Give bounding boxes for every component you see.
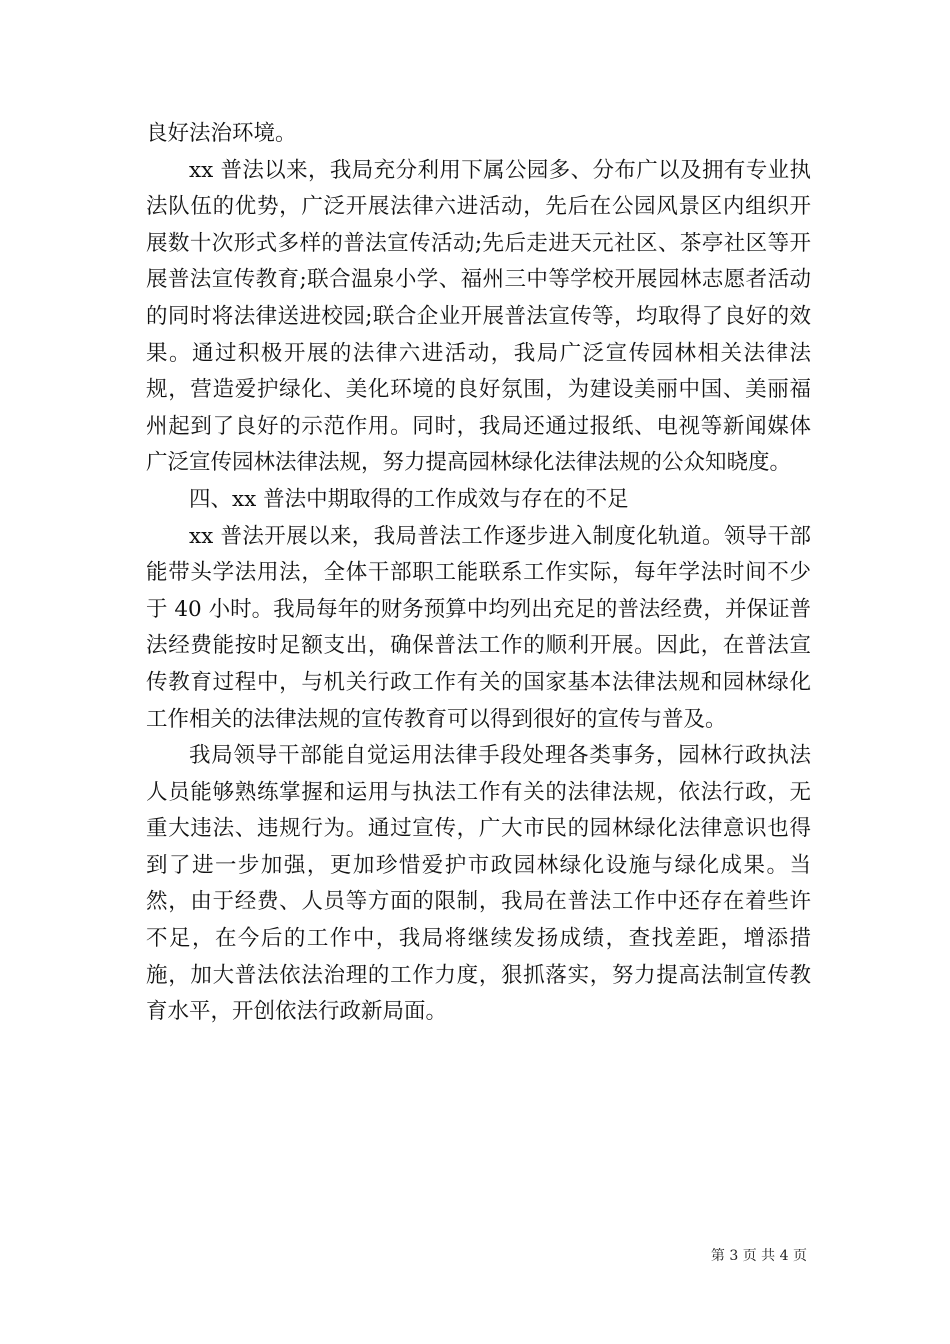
document-body <box>146 116 811 1031</box>
page-number: 第 3 页 共 4 页 <box>710 1248 807 1264</box>
paragraph-1: 良好法治环境。 <box>146 121 297 146</box>
section-heading-4: 四、xx 普法中期取得的工作成效与存在的不足 <box>189 486 629 512</box>
paragraph-3: xx 普法开展以来，我局普法工作逐步进入制度化轨道。领导干部能带头学法用法，全体干部职工能联系工作实际，每年学法时间不少于 40 小时。我局每年的财务预算中均列出充足的普法经费，并保证普法经费能按时足额支出，确保普法工作的顺利开展。因此，在普法宣传教育过程中，与机关行政工作有关的国家基本法律法规和园林绿化工作相关的法律法规的宣传教育可以得到很好的宣传与普及。 <box>146 523 811 732</box>
paragraph-4: 我局领导干部能自觉运用法律手段处理各类事务，园林行政执法人员能够熟练掌握和运用与执法工作有关的法律法规，依法行政，无重大违法、违规行为。通过宣传，广大市民的园林绿化法律意识也得到了进一步加强，更加珍惜爱护市政园林绿化设施与绿化成果。当然，由于经费、人员等方面的限制，我局在普法工作中还存在着些许不足，在今后的工作中，我局将继续发扬成绩，查找差距，增添措施，加大普法依法治理的工作力度，狠抓落实，努力提高法制宣传教育水平，开创依法行政新局面。 <box>146 743 811 1025</box>
paragraph-2: xx 普法以来，我局充分利用下属公园多、分布广以及拥有专业执法队伍的优势，广泛开展法律六进活动，先后在公园风景区内组织开展数十次形式多样的普法宣传活动;先后走进天元社区、茶亭社区等开展普法宣传教育;联合温泉小学、福州三中等学校开展园林志愿者活动的同时将法律送进校园;联合企业开展普法宣传等，均取得了良好的效果。通过积极开展的法律六进活动，我局广泛宣传园林相关法律法规，营造爱护绿化、美化环境的良好氛围，为建设美丽中国、美丽福州起到了良好的示范作用。同时，我局还通过报纸、电视等新闻媒体广泛宣传园林法律法规，努力提高园林绿化法律法规的公众知晓度。 <box>146 157 811 476</box>
